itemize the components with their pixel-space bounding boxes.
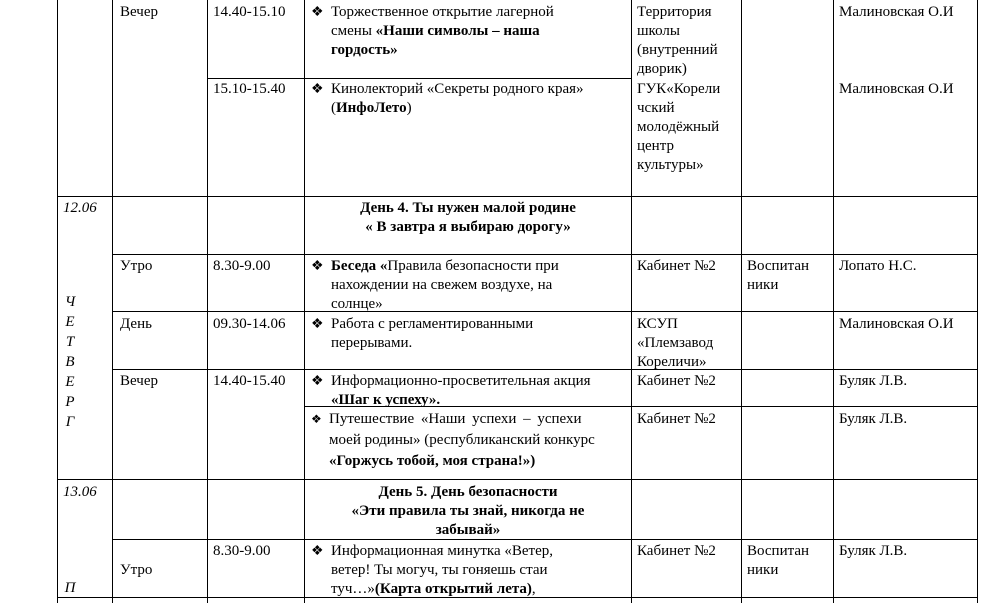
period-cell: Утро bbox=[120, 562, 153, 578]
place-line: Кореличи» bbox=[637, 354, 707, 370]
column-divider bbox=[833, 0, 834, 603]
day-subtitle: забывай» bbox=[435, 522, 501, 538]
time-cell: 8.30-9.00 bbox=[213, 543, 271, 559]
event-text: солнце» bbox=[331, 296, 383, 312]
place-line: «Племзавод bbox=[637, 335, 714, 351]
bullet-icon: ❖ bbox=[311, 374, 324, 389]
place-line: (внутренний bbox=[637, 42, 718, 58]
event-text bbox=[331, 257, 559, 276]
time-cell: 15.10-15.40 bbox=[213, 81, 286, 97]
event-text-bold: гордость» bbox=[331, 42, 398, 58]
row-divider bbox=[112, 311, 978, 312]
place-line: Кабинет №2 bbox=[637, 411, 716, 427]
event-text-bold: Беседа « bbox=[331, 258, 388, 274]
responsible-cell: Буляк Л.В. bbox=[839, 543, 908, 559]
period-cell: Вечер bbox=[120, 373, 158, 389]
event-text-bold: ИнфоЛето bbox=[336, 100, 407, 116]
period-cell: День bbox=[120, 316, 152, 332]
bullet-icon: ❖ bbox=[311, 259, 324, 274]
coorganizer-line: Воспитан bbox=[747, 543, 810, 559]
coorganizer-line: ники bbox=[747, 562, 779, 578]
weekday-letter: Г bbox=[65, 414, 75, 430]
time-cell: 14.40-15.10 bbox=[213, 4, 286, 20]
bullet-icon: ❖ bbox=[311, 82, 324, 97]
place-line: культуры» bbox=[637, 157, 704, 173]
place-line: Кабинет №2 bbox=[637, 373, 716, 389]
event-text-part: смены bbox=[331, 23, 376, 39]
place-line: Кабинет №2 bbox=[637, 543, 716, 559]
event-text-part: ( bbox=[331, 100, 336, 116]
column-divider bbox=[741, 0, 742, 603]
day-title: День 4. Ты нужен малой родине bbox=[360, 200, 576, 216]
event-text bbox=[331, 580, 536, 599]
bullet-icon: ❖ bbox=[311, 317, 324, 332]
weekday-letter: Ч bbox=[64, 294, 76, 310]
table-border-right bbox=[977, 0, 978, 603]
event-text bbox=[331, 22, 540, 41]
place-line: центр bbox=[637, 138, 674, 154]
event-text bbox=[331, 99, 412, 118]
responsible-cell: Лопато Н.С. bbox=[839, 258, 917, 274]
place-line: школы bbox=[637, 23, 680, 39]
column-divider bbox=[207, 0, 208, 603]
event-text: ветер! Ты могуч, ты гоняешь стаи bbox=[331, 562, 548, 578]
row-divider bbox=[208, 78, 305, 79]
event-text: Путешествие «Наши успехи – успехи bbox=[329, 411, 582, 427]
row-divider bbox=[57, 479, 978, 480]
row-divider bbox=[304, 78, 632, 79]
date-cell: 13.06 bbox=[63, 484, 97, 500]
event-text: перерывами. bbox=[331, 335, 413, 351]
event-text: Кинолекторий «Секреты родного края» bbox=[331, 81, 584, 97]
bullet-icon: ❖ bbox=[311, 412, 322, 426]
event-text-bold: (Карта открытий лета) bbox=[374, 581, 532, 597]
event-text: моей родины» (республиканский конкурс bbox=[329, 432, 595, 448]
event-text: нахождении на свежем воздухе, на bbox=[331, 277, 553, 293]
date-cell: 12.06 bbox=[63, 200, 97, 216]
day-title: День 5. День безопасности bbox=[378, 484, 558, 500]
event-text: Информационно-просветительная акция bbox=[331, 373, 591, 389]
event-text-part: ) bbox=[406, 100, 412, 116]
place-line: КСУП bbox=[637, 316, 678, 332]
responsible-cell: Малиновская О.И bbox=[839, 81, 954, 97]
period-cell: Вечер bbox=[120, 4, 158, 20]
weekday-letter: Р bbox=[65, 394, 75, 410]
event-text: Работа с регламентированными bbox=[331, 316, 534, 332]
place-line: молодёжный bbox=[637, 119, 720, 135]
event-text-part: Правила безопасности при bbox=[387, 258, 559, 274]
day-subtitle: «Эти правила ты знай, никогда не bbox=[351, 503, 585, 519]
column-divider bbox=[112, 0, 113, 603]
responsible-cell: Буляк Л.В. bbox=[839, 373, 908, 389]
event-text: Торжественное открытие лагерной bbox=[331, 4, 554, 20]
column-divider bbox=[631, 0, 632, 603]
place-line: чский bbox=[637, 100, 675, 116]
weekday-letter: В bbox=[65, 354, 75, 370]
weekday-letter: П bbox=[64, 580, 76, 596]
bullet-icon: ❖ bbox=[311, 544, 324, 559]
row-divider bbox=[112, 254, 978, 255]
time-cell: 09.30-14.06 bbox=[213, 316, 286, 332]
coorganizer-line: ники bbox=[747, 277, 779, 293]
weekday-letter: Е bbox=[65, 314, 75, 330]
place-line: Кабинет №2 bbox=[637, 258, 716, 274]
bullet-icon: ❖ bbox=[311, 5, 324, 20]
time-cell: 14.40-15.40 bbox=[213, 373, 286, 389]
responsible-cell: Малиновская О.И bbox=[839, 316, 954, 332]
time-cell: 8.30-9.00 bbox=[213, 258, 271, 274]
weekday-letter: Т bbox=[65, 334, 75, 350]
weekday-letter: Е bbox=[65, 374, 75, 390]
event-text-bold: «Шаг к успеху». bbox=[331, 392, 441, 408]
event-text-part: туч…» bbox=[331, 581, 375, 597]
responsible-cell: Малиновская О.И bbox=[839, 4, 954, 20]
event-text-part: , bbox=[531, 581, 536, 597]
day-subtitle: « В завтра я выбираю дорогу» bbox=[365, 219, 571, 235]
responsible-cell: Буляк Л.В. bbox=[839, 411, 908, 427]
event-text: Информационная минутка «Ветер, bbox=[331, 543, 554, 559]
row-divider bbox=[112, 369, 978, 370]
place-line: дворик) bbox=[637, 61, 687, 77]
period-cell: Утро bbox=[120, 258, 153, 274]
row-divider bbox=[57, 196, 978, 197]
coorganizer-line: Воспитан bbox=[747, 258, 810, 274]
event-text-bold: «Наши символы – наша bbox=[375, 23, 540, 39]
place-line: Территория bbox=[637, 4, 712, 20]
place-line: ГУК«Корели bbox=[637, 81, 721, 97]
event-text-bold: «Горжусь тобой, моя страна!») bbox=[329, 453, 536, 469]
table-border-left bbox=[57, 0, 58, 603]
